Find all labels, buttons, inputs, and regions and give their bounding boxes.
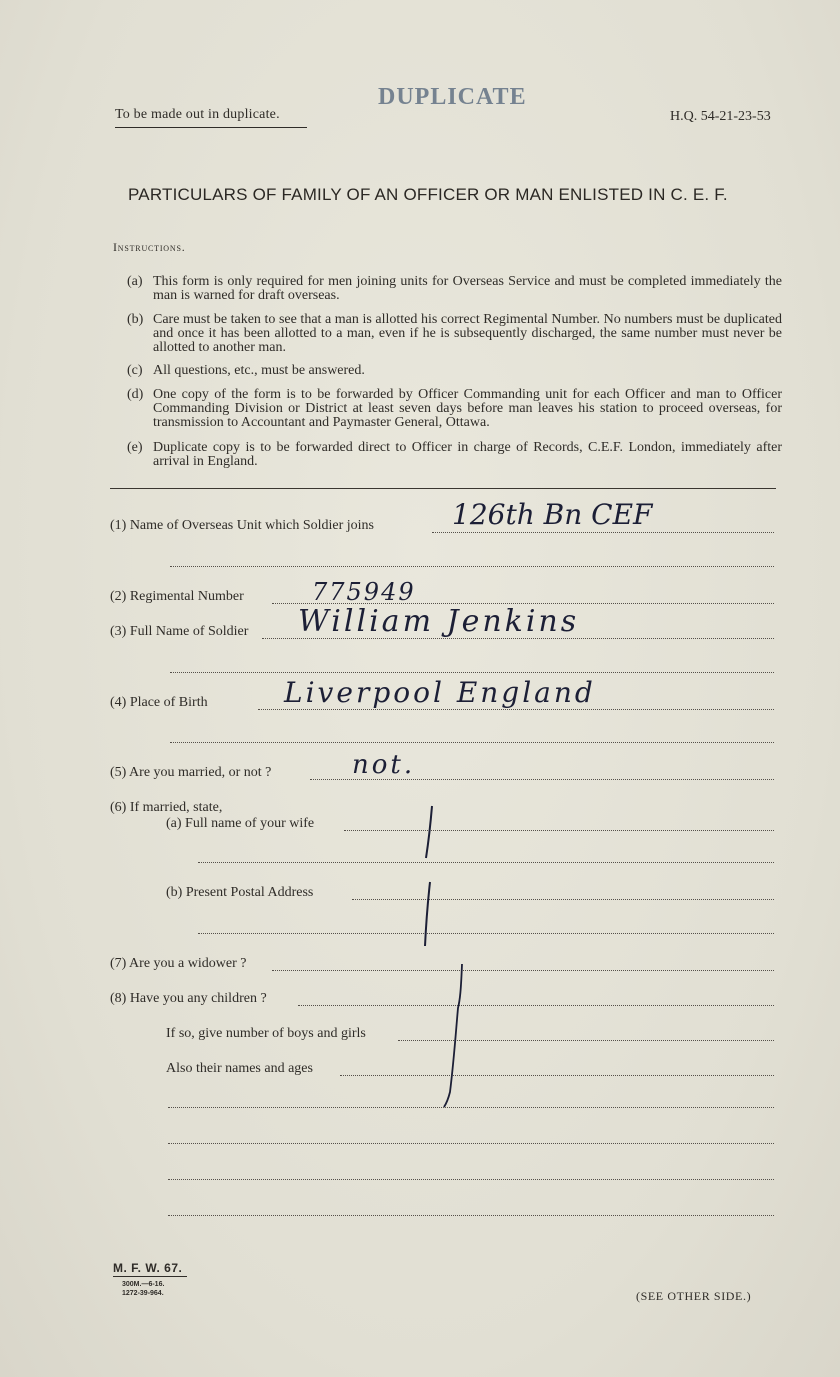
instruction-label: (e) [127,440,143,455]
instruction-text: Care must be taken to see that a man is allotted his correct Regimental Number. No numbers must be duplicated and once it has been allotted to a man, even if he is subsequently discharged, the same number must never be allotted to another man. [153,312,782,355]
instruction-d [127,388,782,430]
instruction-label: (b) [127,312,144,327]
q4-label: (4) Place of Birth [110,695,208,710]
q2-handwritten-value: 775949 [312,578,416,606]
form-title: PARTICULARS OF FAMILY OF AN OFFICER OR MAN ENLISTED IN C. E. F. [128,185,728,204]
instruction-label: (d) [127,387,144,402]
q7-label: (7) Are you a widower ? [110,956,247,971]
instruction-c [127,364,782,378]
q6b-label: (b) Present Postal Address [166,885,314,900]
form-code: M. F. W. 67. [113,1261,183,1275]
instructions-heading: Instructions. [113,240,186,254]
duplicate-instruction: To be made out in duplicate. [115,107,280,122]
instruction-text: Duplicate copy is to be forwarded direct to Officer in charge of Records, C.E.F. London, immediately after arrival in England. [153,440,782,469]
instruction-text: One copy of the form is to be forwarded by Officer Commanding unit for each Officer and man to Officer Commanding Division or District at least seven days before man leaves his station to proceed overseas, for transmission to Accountant and Paymaster General, Ottawa. [153,387,782,430]
answer-line[interactable] [168,1179,774,1180]
q3-handwritten-value: William Jenkins [298,604,580,639]
q2-label: (2) Regimental Number [110,589,244,604]
instruction-label: (a) [127,274,143,289]
q8-names-label: Also their names and ages [166,1061,313,1076]
q1-label: (1) Name of Overseas Unit which Soldier joins [110,518,374,533]
q6-label: (6) If married, state, [110,800,223,815]
q3-label: (3) Full Name of Soldier [110,624,249,639]
q7-answer-line[interactable] [272,970,774,971]
underline [115,127,307,128]
answer-line[interactable] [168,1143,774,1144]
answer-line[interactable] [168,1215,774,1216]
q4-handwritten-value: Liverpool England [284,676,596,709]
underline [113,1276,187,1277]
section-divider [110,488,776,489]
q6a-answer-line[interactable] [344,830,774,831]
handwritten-blank-stroke [410,800,450,950]
duplicate-stamp: DUPLICATE [378,84,527,110]
see-other-side: (SEE OTHER SIDE.) [636,1289,752,1303]
q5-label: (5) Are you married, or not ? [110,765,272,780]
instruction-label: (c) [127,363,143,378]
print-code-line: 1272-39-964. [122,1290,164,1297]
q8-names-answer-line[interactable] [340,1075,774,1076]
instruction-e [127,441,782,469]
hq-number: H.Q. 54-21-23-53 [670,109,771,124]
instruction-a [127,275,782,303]
handwritten-blank-stroke [436,960,476,1110]
q1-handwritten-value: 126th Bn CEF [452,498,653,531]
q4-answer-line[interactable] [258,709,774,710]
answer-line[interactable] [170,672,774,673]
q6a-label: (a) Full name of your wife [166,816,315,831]
q5-handwritten-value: not. [352,750,416,780]
q1-answer-line[interactable] [432,532,774,533]
answer-line[interactable] [198,933,774,934]
instruction-b [127,313,782,355]
answer-line[interactable] [170,742,774,743]
instruction-text: This form is only required for men joining units for Overseas Service and must be completed immediately the man is warned for draft overseas. [153,274,782,303]
q8-boys-girls-label: If so, give number of boys and girls [166,1026,366,1041]
answer-line[interactable] [198,862,774,863]
answer-line[interactable] [170,566,774,567]
print-code-line: 300M.—6-16. [122,1281,165,1288]
q8-label: (8) Have you any children ? [110,991,267,1006]
q8-answer-line[interactable] [298,1005,774,1006]
instruction-text: All questions, etc., must be answered. [153,363,365,378]
